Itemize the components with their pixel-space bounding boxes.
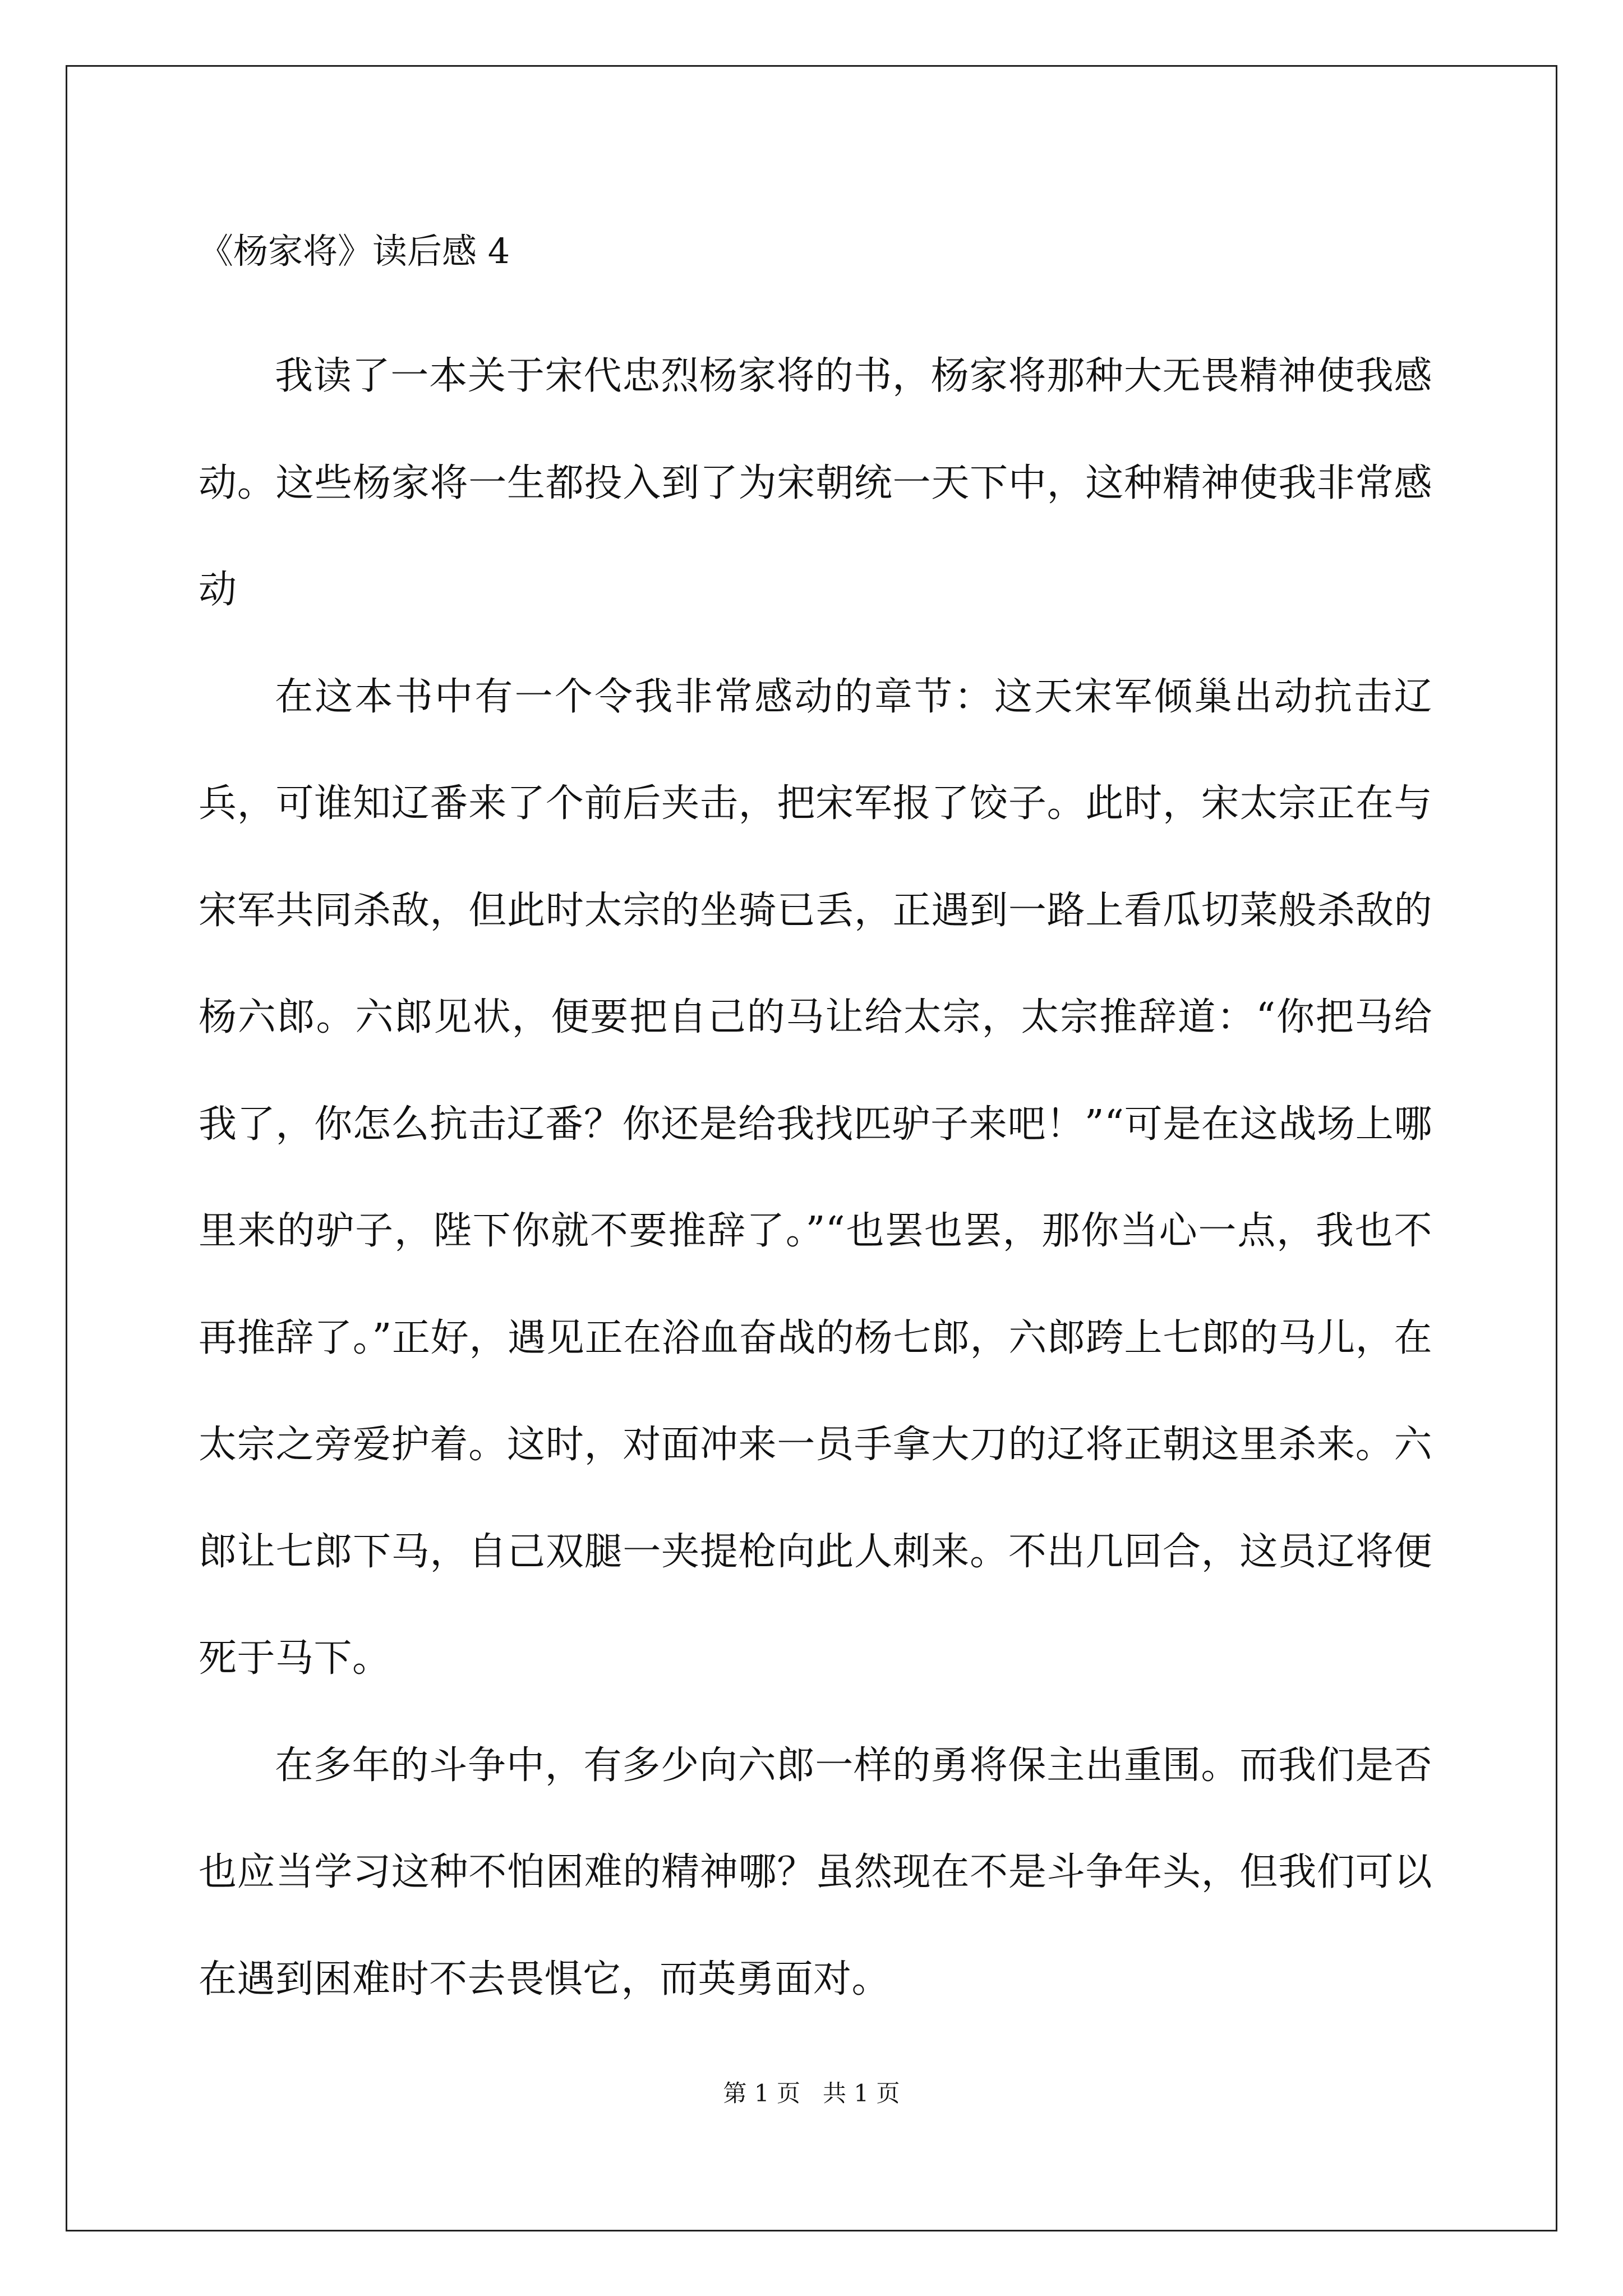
page-footer: 第 1 页 共 1 页 [723, 2079, 900, 2107]
document-title: 《杨家将》读后感 4 [199, 231, 510, 272]
document-body [199, 323, 1432, 2033]
paragraph-1: 我读了一本关于宋代忠烈杨家将的书，杨家将那种大无畏精神使我感动。这些杨家将一生都投入到了为宋朝统一天下中，这种精神使我非常感动 [199, 354, 1432, 612]
paragraph-2: 在这本书中有一个令我非常感动的章节：这天宋军倾巢出动抗击辽兵，可谁知辽番来了个前后夹击，把宋军报了饺子。此时，宋太宗正在与宋军共同杀敌，但此时太宗的坐骑已丢，正遇到一路上看瓜切菜般杀敌的杨六郎。六郎见状，便要把自己的马让给太宗，太宗推辞道：“你把马给我了，你怎么抗击辽番？你还是给我找匹驴子来吧！”“可是在这战场上哪里来的驴子，陛下你就不要推辞了。”“也罢也罢，那你当心一点，我也不再推辞了。”正好，遇见正在浴血奋战的杨七郎，六郎跨上七郎的马儿，在太宗之旁爱护着。这时，对面冲来一员手拿大刀的辽将正朝这里杀来。六郎让七郎下马，自己双腿一夹提枪向此人刺来。不出几回合，这员辽将便死于马下。 [199, 674, 1432, 1681]
paragraph-3: 在多年的斗争中，有多少向六郎一样的勇将保主出重围。而我们是否也应当学习这种不怕困难的精神哪？虽然现在不是斗争年头，但我们可以在遇到困难时不去畏惧它，而英勇面对。 [199, 1743, 1432, 2001]
